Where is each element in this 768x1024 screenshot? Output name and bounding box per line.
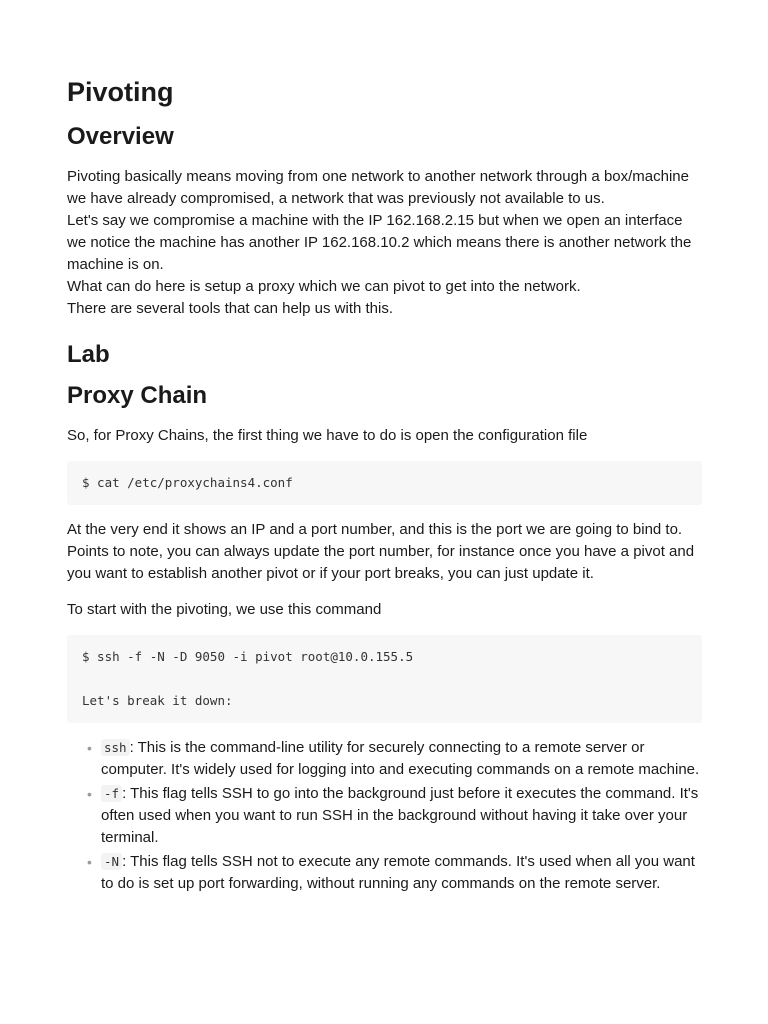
code-line-ssh-command: $ ssh -f -N -D 9050 -i pivot root@10.0.155.5 bbox=[82, 649, 414, 664]
list-item bbox=[87, 783, 702, 849]
bullet-icon: • bbox=[87, 740, 92, 756]
flag-breakdown-list bbox=[67, 737, 702, 895]
code-line: $ cat /etc/proxychains4.conf bbox=[82, 475, 293, 490]
after-config-line-2: Points to note, you can always update the port number, for instance once you have a pivot and you want to establish another pivot or if your port breaks, you can just update it. bbox=[67, 543, 695, 582]
inline-code-flag: -f bbox=[101, 785, 122, 802]
list-item bbox=[87, 851, 702, 895]
list-item bbox=[87, 737, 702, 781]
code-block-ssh bbox=[67, 635, 702, 723]
page-title: Pivoting bbox=[67, 77, 174, 107]
lab-heading: Lab bbox=[67, 341, 110, 368]
overview-line-3: What can do here is setup a proxy which we can pivot to get into the network. bbox=[67, 278, 581, 295]
after-config-paragraph bbox=[67, 519, 702, 585]
list-item-text: : This flag tells SSH not to execute any remote commands. It's used when all you want to do is set up port forwarding, without running any commands on the remote server. bbox=[101, 853, 695, 892]
overview-line-2: Let's say we compromise a machine with the IP 162.168.2.15 but when we open an interface we notice the machine has another IP 162.168.10.2 which means there is another network the machine is on. bbox=[67, 212, 692, 273]
overview-line-1: Pivoting basically means moving from one network to another network through a box/machine we have already compromised, a network that was previously not available to us. bbox=[67, 168, 689, 207]
overview-heading: Overview bbox=[67, 123, 174, 150]
proxy-chain-heading: Proxy Chain bbox=[67, 382, 208, 409]
bullet-icon: • bbox=[87, 854, 92, 870]
bullet-icon: • bbox=[87, 786, 92, 802]
overview-line-4: There are several tools that can help us with this. bbox=[67, 300, 394, 317]
proxy-chain-intro: So, for Proxy Chains, the first thing we have to do is open the configuration file bbox=[67, 427, 588, 444]
inline-code-flag: -N bbox=[101, 853, 122, 870]
list-item-text: : This flag tells SSH to go into the background just before it executes the command. It's often used when you want to run SSH in the background without having it take over your terminal. bbox=[101, 785, 699, 846]
code-line-breakdown: Let's break it down: bbox=[82, 693, 233, 708]
code-block-config bbox=[67, 461, 702, 505]
after-config-line-1: At the very end it shows an IP and a port number, and this is the port we are going to bind to. bbox=[67, 521, 683, 538]
inline-code-flag: ssh bbox=[101, 739, 130, 756]
list-item-text: : This is the command-line utility for securely connecting to a remote server or computer. It's widely used for logging into and executing commands on a remote machine. bbox=[101, 739, 700, 778]
start-pivot-text: To start with the pivoting, we use this command bbox=[67, 601, 382, 618]
overview-paragraph bbox=[67, 166, 702, 320]
